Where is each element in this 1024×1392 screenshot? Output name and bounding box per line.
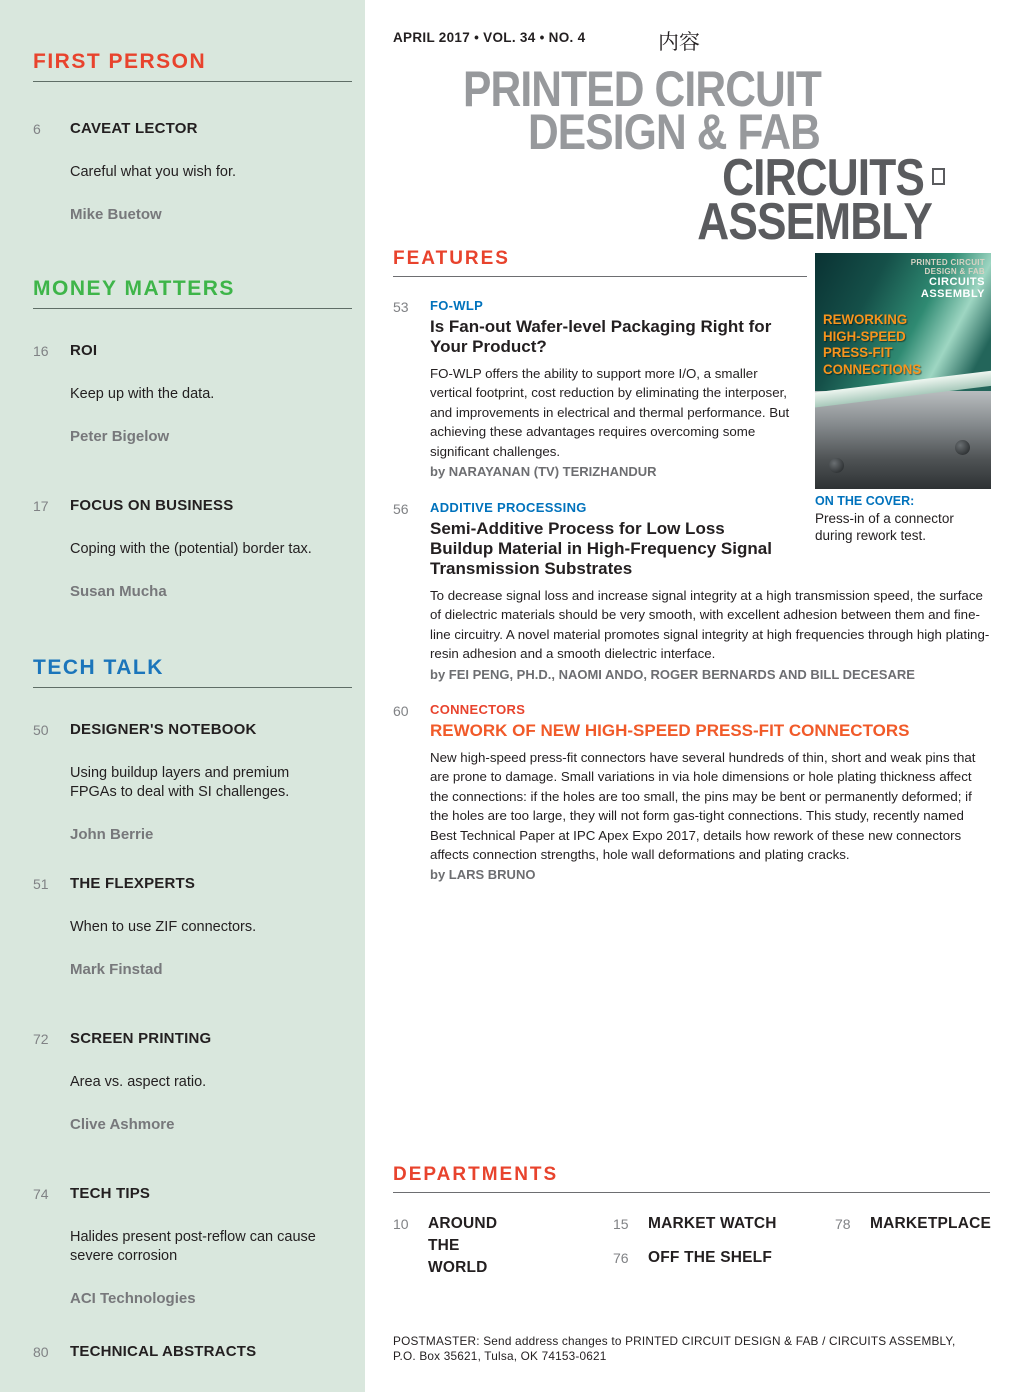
on-the-cover-label: ON THE COVER: [815, 494, 915, 508]
feature-category: CONNECTORS [430, 702, 526, 717]
department-page-number: 78 [835, 1216, 851, 1232]
feature-title [430, 721, 990, 741]
department-item-off-the-shelf [613, 1247, 772, 1269]
toc-item-byline: Clive Ashmore [70, 1116, 175, 1133]
cover-masthead [911, 258, 985, 300]
cover-headline-line: CONNECTIONS [823, 360, 922, 377]
cover-masthead-line: PRINTED CIRCUIT [910, 258, 985, 267]
toc-item-body [70, 120, 336, 223]
cover-headline [823, 311, 926, 377]
feature-title-line: REWORK OF NEW HIGH-SPEED PRESS-FIT CONNECTORS [430, 721, 910, 740]
toc-item-body [70, 721, 336, 843]
toc-page-number: 80 [33, 1344, 49, 1360]
toc-item-byline: Mike Buetow [70, 206, 162, 223]
magazine-logo-line2: DESIGN & FAB [527, 104, 820, 160]
toc-page-number: 51 [33, 876, 49, 892]
toc-item-screen-printing [33, 1030, 336, 1133]
feature-title-line: Buildup Material in High-Frequency Signal [430, 539, 772, 558]
department-item-around-the-world [393, 1213, 523, 1279]
feature-item-connectors [393, 702, 993, 882]
toc-page-number: 72 [33, 1031, 49, 1047]
toc-item-byline: ACI Technologies [70, 1290, 196, 1307]
toc-item-title: ROI [70, 342, 98, 359]
feature-byline: by FEI PENG, PH.D., NAOMI ANDO, ROGER BERNARDS AND BILL DECESARE [430, 666, 915, 682]
feature-byline: by LARS BRUNO [430, 867, 536, 883]
toc-page-number: 17 [33, 498, 49, 514]
cover-photo-bolt [829, 458, 844, 473]
section-title-money-matters: MONEY MATTERS [33, 277, 352, 309]
toc-item-title: THE FLEXPERTS [70, 875, 196, 892]
department-page-number: 10 [393, 1216, 409, 1232]
toc-item-desc: When to use ZIF connectors. [70, 919, 257, 935]
feature-title [430, 317, 795, 357]
toc-page-number: 50 [33, 722, 49, 738]
magazine-logo-line1: PRINTED CIRCUIT [463, 61, 821, 117]
feature-byline: by NARAYANAN (TV) TERIZHANDUR [430, 464, 657, 480]
cover-photo-bolt [955, 440, 970, 455]
section-title-tech-talk: TECH TALK [33, 656, 352, 688]
toc-item-the-flexperts [33, 875, 336, 978]
toc-item-desc: Area vs. aspect ratio. [70, 1074, 207, 1090]
toc-item-title: TECHNICAL ABSTRACTS [70, 1343, 257, 1360]
toc-item-body [70, 342, 336, 445]
feature-page-number: 60 [393, 703, 409, 719]
toc-page-number: 6 [33, 121, 41, 137]
cover-headline-line: HIGH-SPEED [823, 327, 906, 344]
toc-item-title: SCREEN PRINTING [70, 1030, 212, 1047]
toc-item-desc: Careful what you wish for. [70, 164, 237, 180]
cover-masthead-line: DESIGN & FAB [924, 267, 985, 276]
feature-category: ADDITIVE PROCESSING [430, 500, 587, 515]
feature-title-line: Transmission Substrates [430, 559, 633, 578]
cjk-title: 内容 [658, 30, 700, 54]
toc-item-title: CAVEAT LECTOR [70, 120, 198, 137]
postmaster-note-line1: POSTMASTER: Send address changes to PRINTED CIRCUIT DESIGN & FAB / CIRCUITS ASSEMBLY, [393, 1334, 956, 1348]
cover-masthead-line: CIRCUITS [929, 276, 985, 288]
toc-item-body [70, 1185, 336, 1307]
toc-item-byline: John Berrie [70, 826, 154, 843]
toc-item-byline: Mark Finstad [70, 961, 163, 978]
toc-item-desc: Coping with the (potential) border tax. [70, 541, 312, 557]
departments-heading: DEPARTMENTS [393, 1164, 990, 1193]
toc-item-focus-on-business [33, 497, 336, 600]
postmaster-note [393, 1334, 993, 1363]
on-the-cover-caption: Press-in of a connector during rework test. [815, 511, 954, 543]
sidebar [0, 0, 365, 1392]
cover-thumbnail-image [815, 253, 991, 489]
toc-item-desc: Halides present post-reflow can cause severe corrosion [70, 1229, 316, 1264]
cover-headline-line: PRESS-FIT [823, 344, 893, 360]
department-item-market-watch [613, 1213, 777, 1235]
feature-title-line: Your Product? [430, 337, 547, 356]
postmaster-note-line2: P.O. Box 35621, Tulsa, OK 74153-0621 [393, 1348, 607, 1363]
magazine-logo-line3: CIRCUITS [722, 149, 924, 207]
feature-summary: To decrease signal loss and increase signal integrity at a high transmission speed, the surface of dielectric materials should be very smooth, with excellent adhesion between them and fine-line circuitry. A novel material promotes signal integrity at high frequencies through high plating-resin adhesion and a smooth dielectric interface. [430, 588, 990, 662]
toc-item-byline: Susan Mucha [70, 583, 167, 600]
feature-title-line: Is Fan-out Wafer-level Packaging Right for [430, 317, 772, 336]
toc-page-number: 74 [33, 1186, 49, 1202]
toc-item-body [70, 875, 336, 978]
department-title: MARKETPLACE [870, 1215, 992, 1232]
department-title: OFF THE SHELF [648, 1249, 773, 1266]
logo-cursor-box-icon [932, 168, 945, 185]
cover-masthead-line: ASSEMBLY [920, 288, 985, 300]
toc-item-title: FOCUS ON BUSINESS [70, 497, 234, 514]
toc-item-body [70, 497, 336, 600]
toc-item-caveat-lector [33, 120, 336, 223]
feature-summary: New high-speed press-fit connectors have several hundreds of thin, short and weak pins that are prone to damage. Small variations in via hole dimensions or hole plating thickness affect the connections: if the holes are too small, the pins may be bent or permanently deformed; if the holes are too large, they will not form gas-tight connections. This study, recently named Best Technical Paper at IPC Apex Expo 2017, details how rework of these new connectors affects connection strengths, hole wall deformations and plating cracks. [430, 750, 976, 863]
magazine-logo-line4: ASSEMBLY [697, 193, 932, 251]
toc-item-title: DESIGNER'S NOTEBOOK [70, 721, 257, 738]
department-page-number: 15 [613, 1216, 629, 1232]
toc-item-roi [33, 342, 336, 445]
department-title: MARKET WATCH [648, 1215, 777, 1232]
feature-category: FO-WLP [430, 298, 484, 313]
toc-item-byline: Peter Bigelow [70, 428, 170, 445]
toc-page-number: 16 [33, 343, 49, 359]
cover-headline-line: REWORKING [823, 311, 908, 327]
department-title: AROUND THE WORLD [428, 1215, 498, 1276]
toc-item-body [70, 1030, 336, 1133]
feature-summary: FO-WLP offers the ability to support more I/O, a smaller vertical footprint, cost reduction by eliminating the interposer, and improvements in electrical and thermal performance. But achieving these advantages requires overcoming some significant challenges. [430, 366, 790, 459]
department-page-number: 76 [613, 1250, 629, 1266]
toc-item-desc: Keep up with the data. [70, 386, 215, 402]
toc-item-technical-abstracts [33, 1343, 336, 1360]
issue-line: APRIL 2017 • VOL. 34 • NO. 4 [393, 30, 586, 45]
toc-item-designers-notebook [33, 721, 336, 843]
feature-body [430, 298, 795, 479]
toc-item-body [70, 1343, 336, 1360]
features-heading: FEATURES [393, 248, 807, 277]
feature-title-line: Semi-Additive Process for Low Loss [430, 519, 725, 538]
feature-page-number: 53 [393, 299, 409, 315]
feature-body [430, 702, 990, 882]
toc-item-desc: Using buildup layers and premium FPGAs to deal with SI challenges. [70, 765, 290, 800]
toc-item-title: TECH TIPS [70, 1185, 151, 1202]
department-item-marketplace [835, 1213, 991, 1235]
section-title-first-person: FIRST PERSON [33, 50, 352, 82]
feature-page-number: 56 [393, 501, 409, 517]
toc-item-tech-tips [33, 1185, 336, 1307]
